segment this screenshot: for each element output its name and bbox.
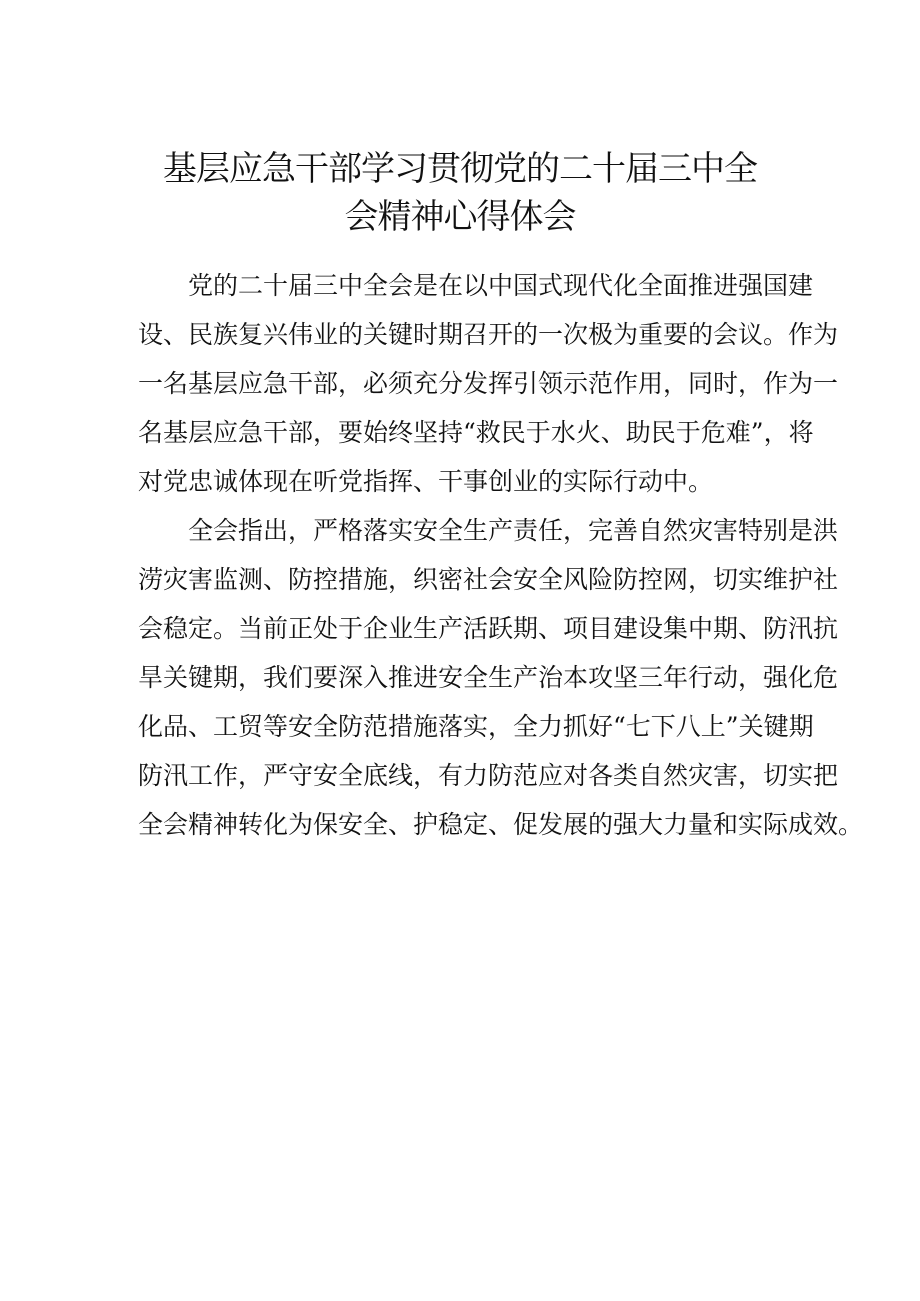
paragraph-2-line-4: 旱关键期，我们要深入推进安全生产治本攻坚三年行动，强化危 — [138, 663, 839, 692]
paragraph-2-line-2: 涝灾害监测、防控措施，织密社会安全风险防控网，切实维护社 — [138, 565, 839, 594]
paragraph-1-line-4: 名基层应急干部，要始终坚持“救民于水火、助民于危难”，将 — [138, 418, 814, 447]
paragraph-1-line-5: 对党忠诚体现在听党指挥、干事创业的实际行动中。 — [138, 467, 714, 496]
paragraph-2-line-5: 化品、工贸等安全防范措施落实，全力抓好“七下八上”关键期 — [138, 712, 814, 741]
paragraph-1-line-1: 党的二十届三中全会是在以中国式现代化全面推进强国建 — [188, 271, 814, 300]
paragraph-1-line-2: 设、民族复兴伟业的关键时期召开的一次极为重要的会议。作为 — [138, 320, 839, 349]
document-title-line-2: 会精神心得体会 — [344, 197, 576, 237]
paragraph-2-line-6: 防汛工作，严守安全底线，有力防范应对各类自然灾害，切实把 — [138, 761, 839, 790]
paragraph-2-line-3: 会稳定。当前正处于企业生产活跃期、项目建设集中期、防汛抗 — [138, 614, 839, 643]
paragraph-1-line-3: 一名基层应急干部，必须充分发挥引领示范作用，同时，作为一 — [138, 369, 839, 398]
document-title-line-1: 基层应急干部学习贯彻党的二十届三中全 — [163, 149, 757, 189]
paragraph-2-line-7: 全会精神转化为保安全、护稳定、促发展的强大力量和实际成效。 — [138, 810, 864, 839]
paragraph-2-line-1: 全会指出，严格落实安全生产责任，完善自然灾害特别是洪 — [188, 516, 839, 545]
